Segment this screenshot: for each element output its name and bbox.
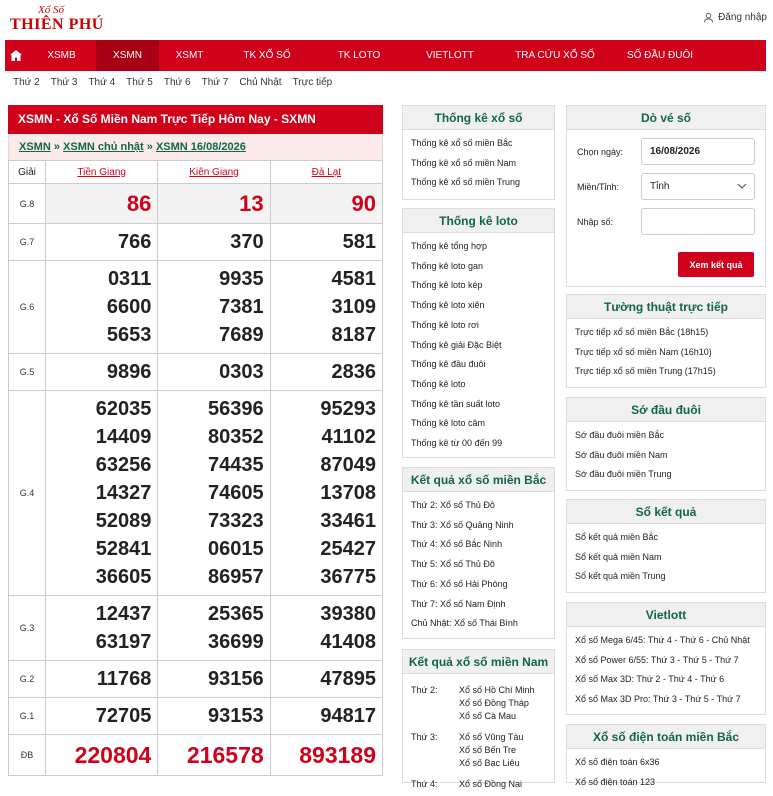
- day-label: [411, 697, 459, 710]
- result-cell: [270, 735, 382, 776]
- province-link[interactable]: Xổ số Hồ Chí Minh: [459, 685, 535, 695]
- tkloto-list: [403, 233, 554, 458]
- sub-nav-item[interactable]: Thứ 7: [201, 77, 229, 88]
- link-item[interactable]: Thống kê đầu đuôi: [411, 359, 486, 370]
- prize-label: G.7: [9, 224, 46, 261]
- result-number: 14327: [95, 482, 152, 504]
- result-number: 93153: [208, 705, 264, 727]
- prize-row: [9, 184, 383, 224]
- kqmn-row: [403, 744, 554, 757]
- nav-vietlott[interactable]: VIETLOTT: [426, 50, 474, 61]
- day-label: [411, 710, 459, 723]
- vietlott-box: [566, 602, 766, 715]
- link-item[interactable]: Sớ đầu đuôi miền Nam: [575, 449, 668, 460]
- link-item[interactable]: Trực tiếp xổ số miền Bắc (18h15): [575, 327, 709, 337]
- result-cell: [46, 184, 158, 224]
- result-number: 9935: [219, 268, 264, 290]
- result-number: 74435: [208, 454, 264, 476]
- link-item[interactable]: Thống kê loto: [411, 378, 466, 389]
- result-number: 893189: [299, 742, 376, 768]
- result-number: 220804: [74, 742, 152, 768]
- kqmb-list: [403, 492, 554, 638]
- day-label: Thứ 3:: [411, 732, 438, 742]
- results-title: XSMN - Xổ Số Miền Nam Trực Tiếp Hôm Nay - SXMN: [8, 105, 383, 134]
- link-item[interactable]: Thứ 4: Xổ số Bắc Ninh: [411, 539, 503, 550]
- number-label: Nhập số:: [577, 216, 614, 227]
- vietlott-list: [567, 627, 765, 714]
- chevron-down-icon: [738, 184, 746, 189]
- link-item[interactable]: Xổ số Power 6/55: Thứ 3 - Thứ 5 - Thứ 7: [575, 654, 739, 665]
- result-number: 47895: [320, 668, 376, 690]
- prize-label: G.6: [9, 261, 46, 354]
- link-item[interactable]: Thống kê giải Đặc Biệt: [411, 339, 502, 350]
- sub-nav: [13, 77, 343, 88]
- link-item[interactable]: Xổ số Max 3D: Thứ 2 - Thứ 4 - Thứ 6: [575, 674, 725, 685]
- kqmn-list: [403, 674, 554, 791]
- region-label: Miền/Tỉnh:: [577, 181, 620, 192]
- result-number: 5653: [106, 324, 152, 346]
- result-number: 25365: [208, 603, 264, 625]
- province-link[interactable]: Xổ số Đồng Tháp: [459, 698, 529, 708]
- result-number: 7689: [219, 324, 264, 346]
- result-number: 216578: [186, 742, 264, 768]
- prize-row: [9, 596, 383, 661]
- result-number: 93156: [208, 668, 264, 690]
- result-cell: [46, 596, 158, 661]
- sub-nav-item[interactable]: Thứ 4: [88, 77, 116, 88]
- link-item[interactable]: Xổ số Mega 6/45: Thứ 4 - Thứ 6 - Chủ Nhật: [575, 635, 750, 645]
- number-input[interactable]: [641, 208, 755, 235]
- link-item[interactable]: Chủ Nhật: Xổ số Thái Bình: [411, 618, 518, 629]
- result-cell: [158, 596, 270, 661]
- result-number: 4581: [331, 268, 376, 290]
- day-label: [411, 744, 459, 757]
- result-cell: [270, 184, 382, 224]
- result-cell: [46, 698, 158, 735]
- result-number: 25427: [320, 538, 376, 560]
- sokq-list: [567, 524, 765, 591]
- dientoan-title: Xổ số điện toán miền Bắc: [567, 725, 765, 749]
- logo-line1: Xổ Số: [38, 4, 64, 16]
- tkloto-box: [402, 208, 555, 458]
- result-cell: [270, 261, 382, 354]
- link-item[interactable]: Thống kê xổ số miền Nam: [411, 157, 517, 168]
- tuongthuat-box: [566, 294, 766, 388]
- result-cell: [46, 261, 158, 354]
- result-number: 41102: [321, 426, 376, 448]
- link-item[interactable]: Sớ đầu đuôi miền Trung: [575, 469, 672, 480]
- result-cell: [158, 184, 270, 224]
- sub-nav-item[interactable]: Chủ Nhật: [239, 77, 282, 88]
- tk-list: [403, 130, 554, 197]
- result-number: 36699: [208, 631, 264, 653]
- link-item[interactable]: Sổ kết quả miền Trung: [575, 571, 666, 582]
- site-logo[interactable]: [10, 4, 110, 36]
- link-item[interactable]: Thống kê loto kép: [411, 280, 483, 291]
- prize-label: G.5: [9, 354, 46, 391]
- result-number: 80352: [208, 426, 264, 448]
- province-header[interactable]: Đà Lạt: [270, 161, 382, 184]
- link-item[interactable]: Xổ số điện toán 6x36: [575, 757, 660, 767]
- login-label: Đăng nhập: [718, 12, 767, 23]
- user-icon: [703, 12, 714, 23]
- province-header[interactable]: Kiên Giang: [158, 161, 270, 184]
- province-header[interactable]: Tiền Giang: [46, 161, 158, 184]
- result-number: 86957: [208, 566, 264, 588]
- link-item[interactable]: Xổ số điện toán 123: [575, 776, 656, 787]
- link-item[interactable]: Thứ 5: Xổ số Thủ Đô: [411, 559, 495, 570]
- prize-label: G.2: [9, 661, 46, 698]
- day-label: Thứ 4:: [411, 779, 438, 789]
- link-item[interactable]: Thống kê từ 00 đến 99: [411, 438, 503, 449]
- prize-row: [9, 224, 383, 261]
- result-number: 6600: [106, 296, 152, 318]
- col-giai: Giải: [9, 161, 46, 184]
- tkloto-title: Thống kê loto: [403, 209, 554, 233]
- result-number: 13: [239, 190, 264, 216]
- link-item[interactable]: Thứ 6: Xổ số Hải Phòng: [411, 578, 508, 589]
- result-number: 8187: [331, 324, 376, 346]
- prize-label: ĐB: [9, 735, 46, 776]
- kqmn-row: [403, 778, 554, 791]
- result-cell: [158, 224, 270, 261]
- result-number: 41408: [320, 631, 376, 653]
- result-cell: [46, 354, 158, 391]
- result-number: 11768: [96, 668, 152, 690]
- day-label: [411, 757, 459, 770]
- link-item[interactable]: Trực tiếp xổ số miền Trung (17h15): [575, 366, 716, 377]
- link-item[interactable]: Thống kê xổ số miền Bắc: [411, 138, 513, 148]
- tuongthuat-title: Tường thuật trực tiếp: [567, 295, 765, 319]
- result-number: 95293: [320, 398, 376, 420]
- link-item[interactable]: Thống kê loto câm: [411, 418, 486, 429]
- link-item[interactable]: Sớ đầu đuôi miền Bắc: [575, 430, 664, 440]
- nav-xsmb[interactable]: XSMB: [47, 50, 76, 61]
- link-item[interactable]: Thống kê xổ số miền Trung: [411, 177, 521, 188]
- logo-line2: THIÊN PHÚ: [10, 16, 104, 33]
- breadcrumb-sep: »: [146, 141, 153, 153]
- link-item[interactable]: Thống kê loto rơi: [411, 319, 479, 330]
- result-cell: [46, 661, 158, 698]
- login-link[interactable]: [703, 12, 767, 23]
- result-number: 72705: [95, 705, 152, 727]
- results-panel: [8, 105, 383, 776]
- prize-row: [9, 261, 383, 354]
- result-cell: [46, 224, 158, 261]
- result-number: 766: [117, 231, 152, 253]
- result-number: 52089: [95, 510, 152, 532]
- prize-row: [9, 391, 383, 596]
- sub-nav-item[interactable]: Thứ 3: [50, 77, 78, 88]
- result-number: 0303: [219, 361, 264, 383]
- result-number: 9896: [106, 361, 152, 383]
- result-cell: [158, 391, 270, 596]
- home-icon: [10, 50, 22, 61]
- link-item[interactable]: Thứ 2: Xổ số Thủ Đô: [411, 500, 495, 510]
- result-number: 87049: [320, 454, 376, 476]
- date-value: 16/08/2026: [650, 146, 701, 157]
- result-number: 12437: [95, 603, 152, 625]
- result-number: 14409: [95, 426, 152, 448]
- breadcrumb-link[interactable]: XSMN: [19, 141, 51, 153]
- nav-tk-xoso[interactable]: TK XỔ SỐ: [243, 50, 291, 61]
- result-cell: [158, 354, 270, 391]
- check-result-button[interactable]: Xem kết quả: [678, 252, 754, 277]
- result-number: 2836: [331, 361, 376, 383]
- link-item[interactable]: Thứ 3: Xổ số Quảng Ninh: [411, 519, 514, 530]
- prize-label: G.1: [9, 698, 46, 735]
- result-number: 62035: [95, 398, 152, 420]
- result-cell: [158, 698, 270, 735]
- tuongthuat-list: [567, 319, 765, 386]
- kqmb-title: Kết quả xổ số miền Bắc: [403, 468, 554, 492]
- main-nav: [5, 40, 766, 71]
- dove-box: [566, 105, 766, 287]
- link-item[interactable]: Thống kê loto xiên: [411, 300, 485, 311]
- sub-nav-item[interactable]: Thứ 5: [126, 77, 153, 88]
- result-cell: [46, 391, 158, 596]
- result-number: 86: [126, 190, 152, 216]
- sub-nav-item[interactable]: Thứ 2: [13, 77, 40, 88]
- tk-box: [402, 105, 555, 200]
- result-number: 90: [351, 190, 376, 216]
- link-item[interactable]: Thống kê loto gan: [411, 260, 484, 271]
- nav-xsmn[interactable]: XSMN: [96, 40, 159, 71]
- kqmn-row: [403, 684, 554, 697]
- day-label: Thứ 2:: [411, 685, 438, 695]
- result-number: 36605: [95, 566, 152, 588]
- result-number: 63197: [95, 631, 152, 653]
- result-number: 94817: [320, 705, 376, 727]
- result-cell: [46, 735, 158, 776]
- prize-row: [9, 661, 383, 698]
- date-label: Chọn ngày:: [577, 146, 624, 157]
- breadcrumb-link[interactable]: XSMN chủ nhật: [63, 141, 144, 153]
- kqmn-row: [403, 757, 554, 770]
- result-number: 63256: [95, 454, 152, 476]
- result-number: 52841: [95, 538, 152, 560]
- prize-row: [9, 698, 383, 735]
- result-number: 13708: [320, 482, 376, 504]
- result-number: 370: [230, 231, 264, 253]
- dauduoi-list: [567, 422, 765, 489]
- breadcrumb-sep: »: [53, 141, 60, 153]
- result-number: 73323: [208, 510, 264, 532]
- sokq-box: [566, 499, 766, 593]
- date-input[interactable]: [641, 138, 755, 165]
- province-link[interactable]: Xổ số Đồng Nai: [459, 779, 523, 789]
- result-number: 74605: [208, 482, 264, 504]
- link-item[interactable]: Thứ 7: Xổ số Nam Định: [411, 598, 506, 609]
- kqmn-row: [403, 731, 554, 744]
- kqmn-title: Kết quả xổ số miền Nam: [403, 650, 554, 674]
- result-cell: [270, 596, 382, 661]
- result-cell: [158, 261, 270, 354]
- result-cell: [270, 661, 382, 698]
- link-item[interactable]: Thống kê tần suất loto: [411, 398, 501, 409]
- result-number: 581: [342, 231, 376, 253]
- link-item[interactable]: Thống kê tổng hợp: [411, 241, 487, 251]
- dauduoi-title: Sớ đầu đuôi: [567, 398, 765, 422]
- result-number: 3109: [331, 296, 376, 318]
- tk-title: Thống kê xổ số: [403, 106, 554, 130]
- nav-tra-cuu[interactable]: TRA CỨU XỔ SỐ: [515, 50, 595, 61]
- result-number: 39380: [320, 603, 376, 625]
- kqmn-row: [403, 710, 554, 723]
- home-button[interactable]: [5, 40, 27, 71]
- kqmn-row: [403, 697, 554, 710]
- region-select[interactable]: [641, 173, 755, 200]
- prize-label: G.8: [9, 184, 46, 224]
- result-cell: [158, 661, 270, 698]
- breadcrumb-link[interactable]: XSMN 16/08/2026: [155, 141, 246, 153]
- prize-label: G.3: [9, 596, 46, 661]
- result-cell: [270, 391, 382, 596]
- dientoan-box: [566, 724, 766, 787]
- dauduoi-box: [566, 397, 766, 491]
- sokq-title: Sổ kết quả: [567, 500, 765, 524]
- result-number: 36775: [320, 566, 376, 588]
- result-number: 06015: [208, 538, 264, 560]
- province-link[interactable]: Xổ số Bến Tre: [459, 745, 517, 755]
- sub-nav-item[interactable]: Thứ 6: [163, 77, 191, 88]
- result-cell: [270, 698, 382, 735]
- link-item[interactable]: Sổ kết quả miền Nam: [575, 551, 662, 562]
- result-number: 7381: [219, 296, 264, 318]
- province-link[interactable]: Xổ số Vũng Tàu: [459, 732, 524, 742]
- result-number: 0311: [107, 268, 152, 290]
- result-cell: [158, 735, 270, 776]
- region-value: Tỉnh: [650, 181, 670, 192]
- result-cell: [270, 354, 382, 391]
- prize-label: G.4: [9, 391, 46, 596]
- results-table: [8, 160, 383, 776]
- nav-xsmt[interactable]: XSMT: [175, 50, 204, 61]
- kqmn-box: [402, 649, 555, 789]
- dientoan-list: [567, 749, 765, 796]
- result-number: 33461: [320, 510, 376, 532]
- prize-row: [9, 354, 383, 391]
- prize-row: [9, 735, 383, 776]
- sub-nav-item[interactable]: Trực tiếp: [292, 77, 333, 88]
- result-number: 56396: [208, 398, 264, 420]
- header: [0, 0, 773, 40]
- kqmb-box: [402, 467, 555, 639]
- nav-so-dau-duoi[interactable]: SỐ ĐẦU ĐUÔI: [626, 50, 694, 61]
- link-item[interactable]: Sổ kết quả miền Bắc: [575, 532, 659, 542]
- link-item[interactable]: Xổ số Max 3D Pro: Thứ 3 - Thứ 5 - Thứ 7: [575, 694, 741, 705]
- link-item[interactable]: Trực tiếp xổ số miền Nam (16h10): [575, 346, 712, 357]
- province-link[interactable]: Xổ số Cà Mau: [459, 711, 517, 721]
- dove-title: Dò vé số: [567, 106, 765, 130]
- nav-tk-loto[interactable]: TK LOTO: [337, 50, 381, 61]
- breadcrumb: [8, 134, 383, 160]
- result-cell: [270, 224, 382, 261]
- province-link[interactable]: Xổ số Bạc Liêu: [459, 758, 520, 768]
- vietlott-title: Vietlott: [567, 603, 765, 627]
